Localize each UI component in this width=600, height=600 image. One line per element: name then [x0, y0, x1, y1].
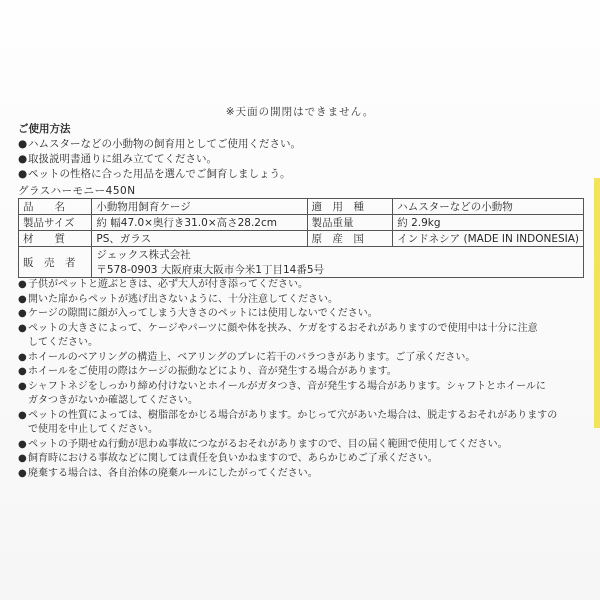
usage-heading: ご使用方法	[18, 123, 71, 135]
bullet-icon: ●	[18, 138, 28, 150]
bullet-icon: ●	[18, 467, 27, 479]
caution-text: 飼育時における事故などに関しては責任を負いかねますので、あらかじめご了承ください。	[28, 453, 438, 464]
bullet-icon: ●	[18, 308, 27, 319]
seller-address: 〒578-0903 大阪府東大阪市今米1丁目14番5号	[96, 264, 325, 276]
spec-label: 原 産 国	[307, 231, 393, 247]
spec-value: ハムスターなどの小動物	[393, 199, 584, 215]
spec-value: インドネシア (MADE IN INDONESIA)	[393, 231, 584, 247]
caution-text: 廃棄する場合は、各自治体の廃棄ルールにしたがってください。	[28, 467, 318, 479]
spec-label: 販 売 者	[19, 247, 92, 278]
caution-note	[18, 467, 584, 482]
caution-note	[18, 278, 584, 293]
spec-value: PS、ガラス	[92, 231, 307, 247]
spec-label: 適 用 種	[307, 199, 393, 215]
spec-table	[18, 198, 584, 278]
seller-info	[92, 247, 584, 278]
spec-label: 製品サイズ	[19, 215, 92, 231]
usage-item	[18, 137, 578, 152]
spec-value: 約 2.9kg	[393, 215, 584, 231]
bullet-icon: ●	[18, 366, 27, 377]
spec-row	[19, 247, 584, 278]
spec-value: 小動物用飼育ケージ	[92, 199, 307, 215]
caution-notes	[18, 278, 584, 481]
bullet-icon: ●	[18, 322, 27, 334]
caution-text: ホイールをご使用の際はケージの振動などにより、音が発生する場合があります。	[28, 366, 397, 377]
bullet-icon: ●	[18, 453, 27, 464]
bullet-icon: ●	[18, 168, 28, 180]
spec-value: 約 幅47.0×奥行き31.0×高さ28.2cm	[92, 215, 307, 231]
caution-text: 子供がペットと遊ぶときは、必ず大人が付き添ってください。	[28, 279, 308, 290]
caution-text: ペットの予期せぬ行動が思わぬ事故につながるおそれがありますので、目の届く範囲で使用してください。	[28, 438, 508, 450]
spec-label: 製品重量	[307, 215, 393, 231]
usage-item-text: 取扱説明書通りに組み立ててください。	[28, 153, 217, 165]
caution-note	[18, 307, 584, 322]
caution-text-continued: で使用を中止してください。	[28, 424, 158, 435]
seller-company: ジェックス株式会社	[96, 249, 191, 261]
caution-text-continued: してください。	[28, 337, 98, 348]
caution-note	[18, 293, 584, 308]
caution-text-continued: ガタつきがないか確認してください。	[28, 395, 198, 406]
caution-text: ペットの性質によっては、樹脂部をかじる場合があります。かじって穴があいた場合は、脱走するおそれがありますの	[28, 409, 558, 421]
spec-label: 材 質	[19, 231, 92, 247]
caution-note	[18, 365, 584, 380]
usage-item	[18, 152, 578, 167]
caution-text: ケージの隙間に顔が入ってしまう大きさのペットには使用しないでください。	[28, 308, 378, 319]
bullet-icon: ●	[18, 438, 27, 450]
bullet-icon: ●	[18, 351, 27, 363]
usage-item-text: ペットの性格に合った用品を選んでご飼育しましょう。	[28, 168, 291, 180]
caution-note	[18, 322, 584, 337]
caution-note	[18, 438, 584, 453]
usage-item	[18, 167, 578, 182]
spec-row	[19, 231, 584, 247]
bullet-icon: ●	[18, 293, 27, 305]
caution-text: ペットの大きさによって、ケージやパーツに顔や体を挟み、ケガをするおそれがありますので使用中は十分に注意	[28, 322, 538, 334]
bullet-icon: ●	[18, 409, 27, 421]
spec-label: 品 名	[19, 199, 92, 215]
usage-section	[18, 122, 578, 182]
caution-text: シャフトネジをしっかり締め付けないとホイールがガタつき、音が発生する場合があります。シャフトとホイールに	[28, 380, 546, 392]
caution-note	[18, 380, 584, 395]
bullet-icon: ●	[18, 380, 27, 392]
bullet-icon: ●	[18, 279, 27, 290]
caution-note	[18, 452, 584, 467]
spec-row	[19, 199, 584, 215]
bullet-icon: ●	[18, 153, 28, 165]
caution-text: ホイールのベアリングの構造上、ベアリングのブレに若干のバラつきがあります。ご了承ください。	[28, 351, 476, 363]
caution-note	[18, 351, 584, 366]
caution-text: 開いた扉からペットが逃げ出さないように、十分注意してください。	[28, 293, 338, 305]
usage-item-text: ハムスターなどの小動物の飼育用としてご使用ください。	[28, 138, 301, 150]
spec-row	[19, 215, 584, 231]
caution-note	[18, 409, 584, 424]
top-note: ※天面の開閉はできません。	[225, 106, 375, 118]
product-name: グラスハーモニー450N	[18, 185, 136, 197]
package-edge-accent	[594, 178, 600, 428]
